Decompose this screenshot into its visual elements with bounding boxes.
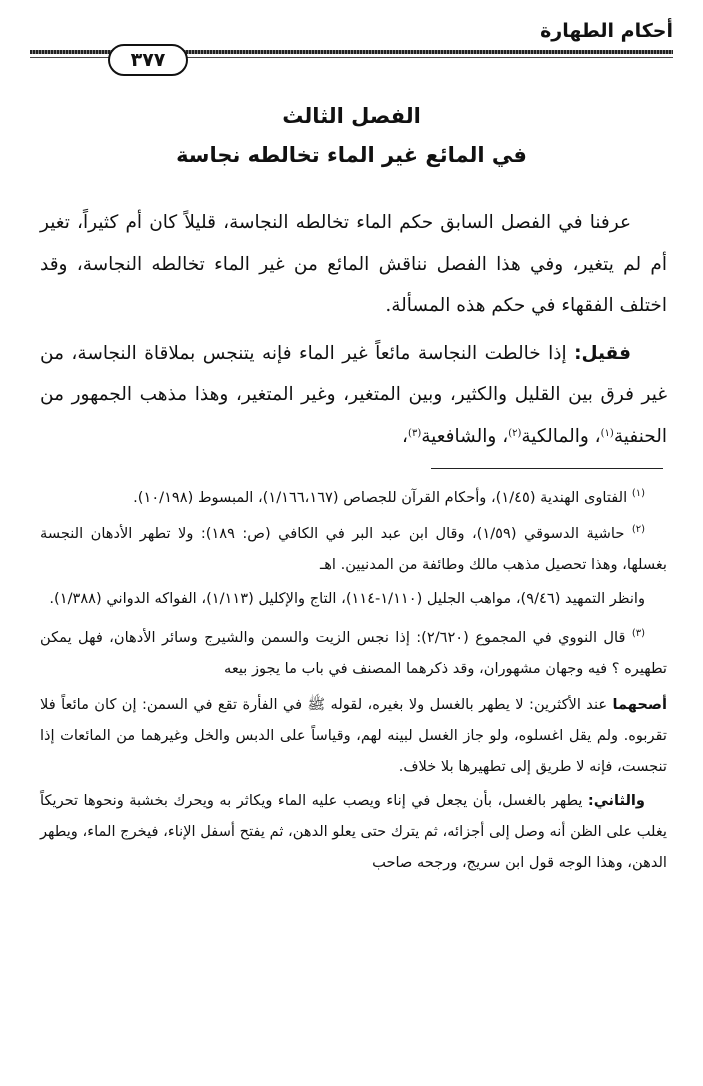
footnote-2 bbox=[40, 518, 667, 580]
running-header-title: أحكام الطهارة bbox=[540, 20, 673, 42]
paragraph-1: عرفنا في الفصل السابق حكم الماء تخالطه النجاسة، قليلاً كان أم كثيراً، تغير أم لم يتغير، وفي هذا الفصل نناقش المائع من غير الماء تخالطه النجاسة، وقد اختلف الفقهاء في حكم هذه المسألة. bbox=[40, 212, 667, 316]
footnote-1 bbox=[40, 482, 667, 513]
footnote-ref-3: (٣) bbox=[408, 427, 422, 439]
footnotes bbox=[40, 482, 667, 878]
body-text bbox=[40, 202, 667, 457]
footnote-3-marker: (٣) bbox=[631, 628, 645, 639]
footnote-2-see-also: وانظر التمهيد (٩/٤٦)، مواهب الجليل (١/١١٠-١١٤)، التاج والإكليل (١/١١٣)، الفواكه الدواني (١/٣٨٨). bbox=[49, 590, 645, 607]
opinion-2-text: يطهر بالغسل، بأن يجعل في إناء ويصب عليه الماء ويكاثر به ويحرك بخشبة ونحوها تحريكاً يغلب على الظن أنه وصل إلى أجزائه، ثم يترك حتى يعلو الدهن، ثم يفتح أسفل الإناء، فيخرج الماء، ويطهر الدهن، وهذا الوجه قول ابن سريج، ورجحه صاحب bbox=[40, 792, 667, 871]
paragraph-2 bbox=[40, 333, 667, 458]
footnote-2-text: حاشية الدسوقي (١/٥٩)، وقال ابن عبد البر في الكافي (ص: ١٨٩): ولا تطهر الأدهان النجسة بغسلها، وهذا تحصيل مذهب مالك وطائفة من المدنيين. اهـ bbox=[40, 525, 667, 573]
footnote-3-opinion-1 bbox=[40, 689, 667, 782]
footnote-3-text: قال النووي في المجموع (٢/٦٢٠): إذا نجس الزيت والسمن والشيرج وسائر الأدهان، فهل يمكن تطهيره ؟ فيه وجهان مشهوران، وقد ذكرهما المصنف في باب ما يجوز بيعه bbox=[40, 629, 667, 677]
footnote-3-opinion-2 bbox=[40, 785, 667, 878]
opinion-1-lead: أصحهما bbox=[612, 696, 667, 713]
paragraph-2-tail: ، bbox=[402, 425, 409, 447]
footnote-1-marker: (١) bbox=[631, 488, 645, 499]
footnote-ref-2: (٢) bbox=[508, 427, 522, 439]
opinion-1-text: عند الأكثرين: لا يطهر بالغسل ولا بغيره، لقوله ﷺ في الفأرة تقع في السمن: إن كان مائعاً فلا تقربوه. ولم يقل اغسلوه، ولو جاز الغسل لبينه لهم، وقياساً على الدبس والخل وغيرهما من المائعات إذا تنجست، فإنه لا طريق إلى تطهيرها بلا خلاف. bbox=[40, 696, 667, 775]
paragraph-2-conj-1: ، والمالكية bbox=[521, 425, 601, 447]
paragraph-2-text: إذا خالطت النجاسة مائعاً غير الماء فإنه يتنجس بملاقاة النجاسة، من غير فرق بين القليل والكثير، وبين المتغير، وغير المتغير، وهذا مذهب الجمهور من الحنفية bbox=[40, 342, 667, 447]
footnote-separator bbox=[431, 468, 663, 469]
footnote-ref-1: (١) bbox=[600, 427, 614, 439]
opinion-2-lead: والثاني: bbox=[587, 792, 645, 809]
footnote-3 bbox=[40, 622, 667, 684]
page-number: ٣٧٧ bbox=[108, 44, 188, 76]
chapter-title: الفصل الثالث bbox=[282, 104, 421, 128]
footnote-1-text: الفتاوى الهندية (١/٤٥)، وأحكام القرآن للجصاص (١/١٦٦،١٦٧)، المبسوط (١٠/١٩٨). bbox=[133, 489, 632, 506]
footnote-2-marker: (٢) bbox=[631, 524, 645, 535]
paragraph-2-conj-2: ، والشافعية bbox=[421, 425, 509, 447]
chapter-subtitle: في المائع غير الماء تخالطه نجاسة bbox=[176, 143, 527, 167]
paragraph-2-lead: فقيل: bbox=[574, 342, 631, 364]
